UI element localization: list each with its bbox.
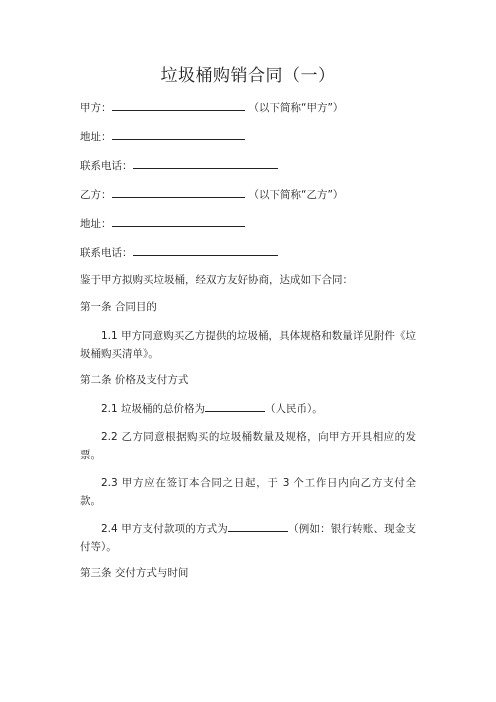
party-a-phone-line [80,157,416,174]
phone-label: 联系电话： [80,160,133,172]
party-a-phone-blank [133,157,278,169]
party-a-blank [112,99,245,111]
article-2-title: 第二条 价格及支付方式 [80,374,189,386]
party-a-address-blank [112,128,245,140]
article-2-clause-1 [80,400,416,418]
contract-title: 垃圾桶购销合同（一） [160,66,336,86]
clause-2-1-text: 2.1 垃圾桶的总价格为 [101,403,206,415]
article-1-title: 第一条 合同目的 [80,301,157,313]
article-2-clause-4 [80,520,416,556]
article-1-clause-1: 1.1 甲方同意购买乙方提供的垃圾桶，具体规格和数量详见附件《垃圾桶购买清单》。 [80,330,416,360]
party-b-address-line [80,215,416,232]
party-b-line [80,186,416,203]
clause-2-1-suffix: （人民币）。 [265,403,323,415]
party-b-label: 乙方： [80,189,112,201]
party-a-line [80,99,416,116]
party-b-phone-blank [133,244,278,256]
clause-2-4-suffix: （例如：银行转账、现金支付等）。 [80,523,416,553]
clause-2-4-text: 2.4 甲方支付款项的方式为 [101,523,228,535]
party-b-phone-line [80,244,416,261]
total-price-blank [205,400,265,412]
phone-label: 联系电话： [80,247,133,259]
article-3-title: 第三条 交付方式与时间 [80,567,189,579]
party-a-label: 甲方： [80,102,112,114]
address-label: 地址： [80,218,112,230]
party-a-address-line [80,128,416,145]
party-b-note: （以下简称“乙方”） [248,189,344,201]
address-label: 地址： [80,131,112,143]
article-2-clause-2: 2.2 乙方同意根据购买的垃圾桶数量及规格，向甲方开具相应的发票。 [80,431,416,461]
party-b-address-blank [112,215,245,227]
preamble: 鉴于甲方拟购买垃圾桶，经双方友好协商，达成如下合同： [80,274,353,286]
payment-method-blank [228,520,288,532]
party-b-blank [112,186,245,198]
article-2-clause-3: 2.3 甲方应在签订本合同之日起，于 3 个工作日内向乙方支付全款。 [80,477,416,507]
party-a-note: （以下简称“甲方”） [248,102,344,114]
